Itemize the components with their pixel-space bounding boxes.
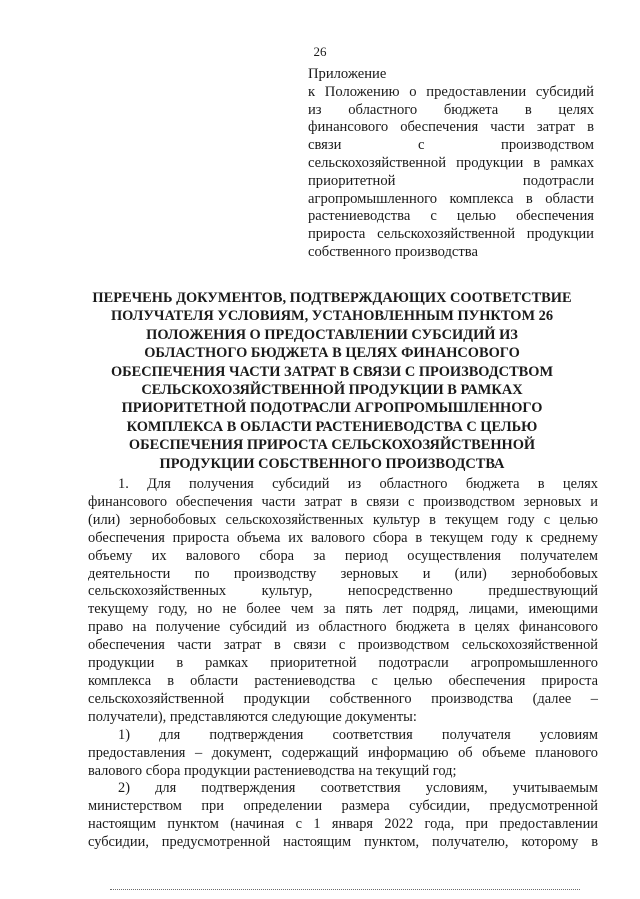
appendix-line: финансового обеспечения части затрат в bbox=[308, 119, 594, 136]
body-line: 1. Для получения субсидий из областного бюджета в целях bbox=[118, 476, 598, 492]
body-line: обеспечения части затрат в связи с производством сельскохозяйственной bbox=[88, 637, 598, 654]
title-line: ОБЛАСТНОГО БЮДЖЕТА В ЦЕЛЯХ ФИНАНСОВОГО bbox=[144, 345, 520, 362]
title-line: ПОЛОЖЕНИЯ О ПРЕДОСТАВЛЕНИИ СУБСИДИЙ ИЗ bbox=[146, 326, 518, 343]
title-line: ПОЛУЧАТЕЛЯ УСЛОВИЯМ, УСТАНОВЛЕННЫМ ПУНКТОМ 26 bbox=[110, 308, 554, 325]
appendix-line: связи с производством bbox=[308, 137, 594, 154]
body-line: текущему году, но не более чем за пять лет подряд, лицами, имеющими bbox=[88, 601, 598, 618]
body-line: субсидии, предусмотренной настоящим пунктом, получателю, которому в bbox=[88, 834, 598, 851]
body-line: деятельности по производству зерновых и (или) зернобобовых bbox=[88, 565, 598, 582]
body-line: (или) зернобобовых сельскохозяйственных культур в текущем году с целью bbox=[88, 511, 598, 528]
body-line: 2) для подтверждения соответствия условиям, учитываемым bbox=[118, 780, 598, 797]
body-line: комплекса в области растениеводства с целью обеспечения прироста bbox=[88, 672, 598, 689]
body-line: сельскохозяйственных культур, непосредственно предшествующий bbox=[88, 583, 598, 600]
title-line: ОБЕСПЕЧЕНИЯ ПРИРОСТА СЕЛЬСКОХОЗЯЙСТВЕННОЙ bbox=[128, 437, 536, 454]
title-line: ПРИОРИТЕТНОЙ ПОДОТРАСЛИ АГРОПРОМЫШЛЕННОГО bbox=[121, 400, 543, 417]
body-line: настоящим пунктом (начиная с 1 января 2022 года, при предоставлении bbox=[88, 816, 598, 833]
body-line: валового сбора продукции растениеводства на текущий год; bbox=[88, 762, 457, 779]
body-line: финансового обеспечения части затрат в связи с производством зерновых и bbox=[88, 493, 598, 510]
body-line: министерством при определении размера субсидии, предусмотренной bbox=[88, 798, 598, 815]
appendix-line: приоритетной подотрасли bbox=[308, 172, 594, 189]
title-line: СЕЛЬСКОХОЗЯЙСТВЕННОЙ ПРОДУКЦИИ В РАМКАХ bbox=[141, 382, 523, 399]
body-line: сельскохозяйственной продукции собственного производства (далее – bbox=[88, 690, 598, 707]
appendix-line: сельскохозяйственной продукции в рамках bbox=[308, 154, 594, 171]
body-line: продукции в рамках приоритетной подотрасли агропромышленного bbox=[88, 655, 598, 672]
appendix-line: прироста сельскохозяйственной продукции bbox=[308, 226, 594, 243]
body-line: право на получение субсидий из областного бюджета в целях финансового bbox=[88, 619, 598, 636]
title-line: КОМПЛЕКСА В ОБЛАСТИ РАСТЕНИЕВОДСТВА С ЦЕЛЬЮ bbox=[126, 418, 538, 435]
body-line: обеспечения прироста объема их валового сбора в текущем году к среднему bbox=[88, 529, 598, 546]
body-line: получатели), представляются следующие документы: bbox=[88, 708, 417, 725]
appendix-line: растениеводства с целью обеспечения bbox=[308, 208, 594, 225]
body-line: объему их валового сбора за период осуществления получателем bbox=[88, 547, 598, 564]
footer-rule bbox=[110, 889, 580, 890]
document-title bbox=[62, 289, 602, 473]
appendix-line: Приложение bbox=[308, 66, 387, 82]
appendix-line: агропромышленного комплекса в области bbox=[308, 190, 594, 207]
title-line: ОБЕСПЕЧЕНИЯ ЧАСТИ ЗАТРАТ В СВЯЗИ С ПРОИЗВОДСТВОМ bbox=[110, 363, 554, 380]
document-body bbox=[88, 476, 598, 852]
appendix-line: собственного производства bbox=[308, 243, 478, 260]
body-line: предоставления – документ, содержащий информацию об объеме планового bbox=[88, 744, 598, 761]
page-number: 26 bbox=[313, 44, 327, 59]
appendix-note bbox=[308, 66, 594, 262]
appendix-line: из областного бюджета в целях bbox=[308, 101, 594, 118]
appendix-line: к Положению о предоставлении субсидий bbox=[308, 83, 594, 100]
body-line: 1) для подтверждения соответствия получателя условиям bbox=[118, 726, 598, 743]
title-line: ПРОДУКЦИИ СОБСТВЕННОГО ПРОИЗВОДСТВА bbox=[159, 455, 505, 472]
title-line: ПЕРЕЧЕНЬ ДОКУМЕНТОВ, ПОДТВЕРЖДАЮЩИХ СООТВЕТСТВИЕ bbox=[92, 290, 572, 306]
